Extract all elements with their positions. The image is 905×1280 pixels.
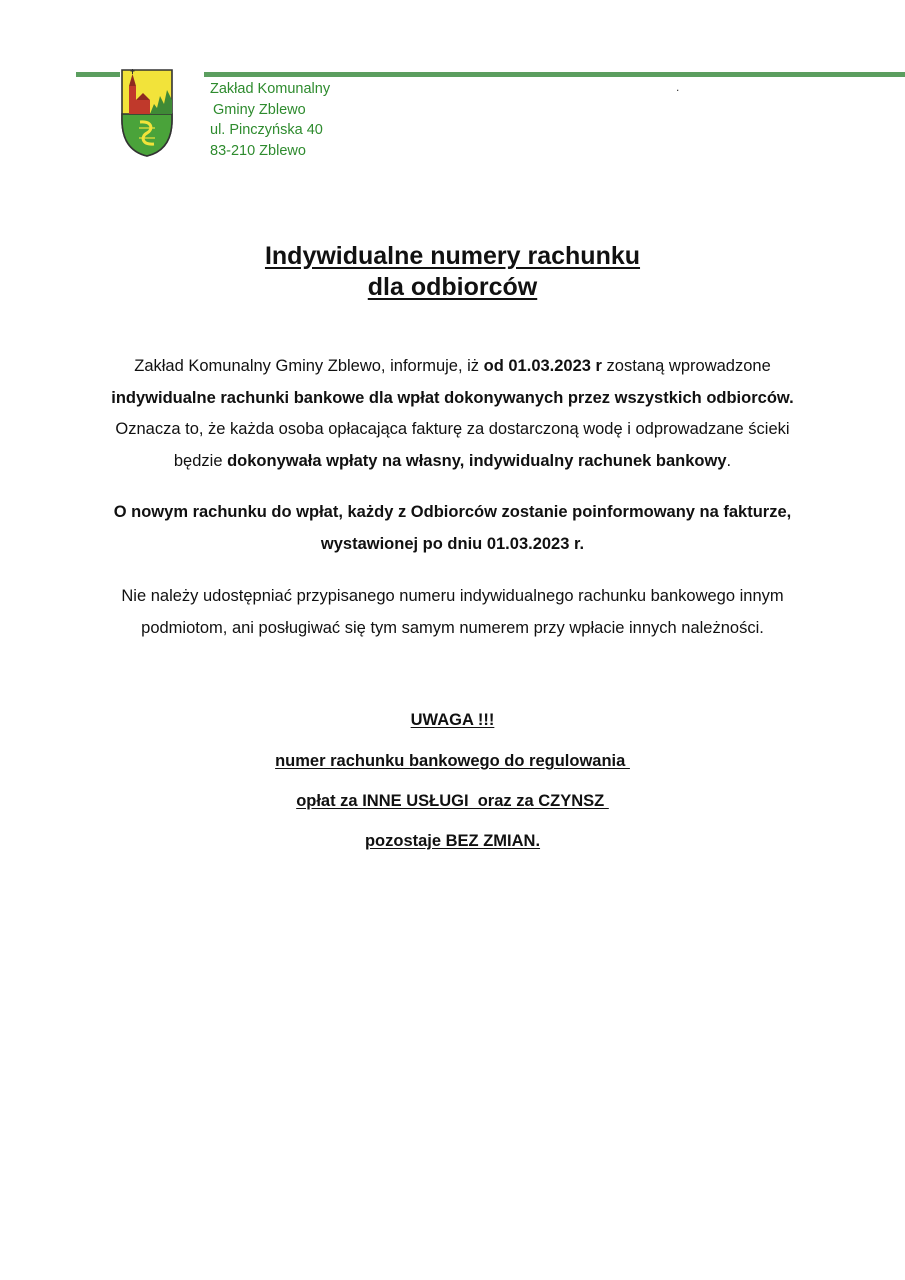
- intro-text-a: Zakład Komunalny Gminy Zblewo, informuje, iż: [134, 357, 484, 375]
- intro-period: .: [726, 451, 732, 470]
- intro-date: od 01.03.2023 r: [483, 357, 602, 375]
- org-name: Zakład Komunalny: [210, 81, 331, 97]
- caution-line-1: Nie należy udostępniać przypisanego numeru indywidualnego rachunku bankowego innym: [121, 587, 784, 605]
- intro-bold-line: indywidualne rachunki bankowe dla wpłat dokonywanych przez wszystkich odbiorców.: [111, 388, 794, 407]
- paragraph-invoice-notice: [40, 497, 865, 560]
- org-city: 83-210 Zblewo: [210, 142, 306, 159]
- invoice-line-1: O nowym rachunku do wpłat, każdy z Odbiorców zostanie poinformowany na fakturze,: [113, 503, 792, 521]
- title-line-2: dla odbiorców: [367, 273, 538, 301]
- intro-line-1: [40, 351, 865, 383]
- intro-line-4: [40, 446, 865, 478]
- intro-text-d: będzie: [173, 451, 228, 470]
- paragraph-intro: [40, 351, 865, 477]
- warning-line-3-text: pozostaje BEZ ZMIAN.: [364, 832, 541, 850]
- warning-heading-text: UWAGA !!!: [410, 711, 495, 729]
- intro-line-2: [40, 383, 865, 415]
- header-rule-left: [76, 72, 120, 77]
- document-title: [0, 241, 905, 303]
- caution-line-2: podmiotom, ani posługiwać się tym samym numerem przy wpłacie innych należności.: [141, 618, 764, 637]
- warning-line-3: [0, 832, 905, 851]
- warning-line-1: [0, 752, 905, 771]
- intro-text-c: zostaną wprowadzone: [601, 357, 771, 375]
- intro-bold-phrase: dokonywała wpłaty na własny, indywidualny rachunek bankowy: [227, 451, 727, 470]
- paragraph-caution: [40, 581, 865, 644]
- warning-line-1-text: numer rachunku bankowego do regulowania: [275, 752, 630, 770]
- org-street: ul. Pinczyńska 40: [210, 122, 323, 138]
- intro-line-3: Oznacza to, że każda osoba opłacająca fakturę za dostarczoną wodę i odprowadzane ścieki: [115, 420, 790, 438]
- title-line-1: Indywidualne numery rachunku: [264, 242, 641, 270]
- header-rule-right: [204, 72, 905, 77]
- org-name-2: Gminy Zblewo: [213, 101, 306, 118]
- invoice-line-2: wystawionej po dniu 01.03.2023 r.: [320, 534, 585, 553]
- warning-line-2: [0, 792, 905, 811]
- warning-heading: [0, 711, 905, 730]
- organization-address: [210, 79, 330, 161]
- stray-dot: .: [676, 80, 680, 94]
- warning-line-2-text: opłat za INNE USŁUGI oraz za CZYNSZ: [296, 792, 609, 810]
- coat-of-arms-icon: [120, 66, 174, 158]
